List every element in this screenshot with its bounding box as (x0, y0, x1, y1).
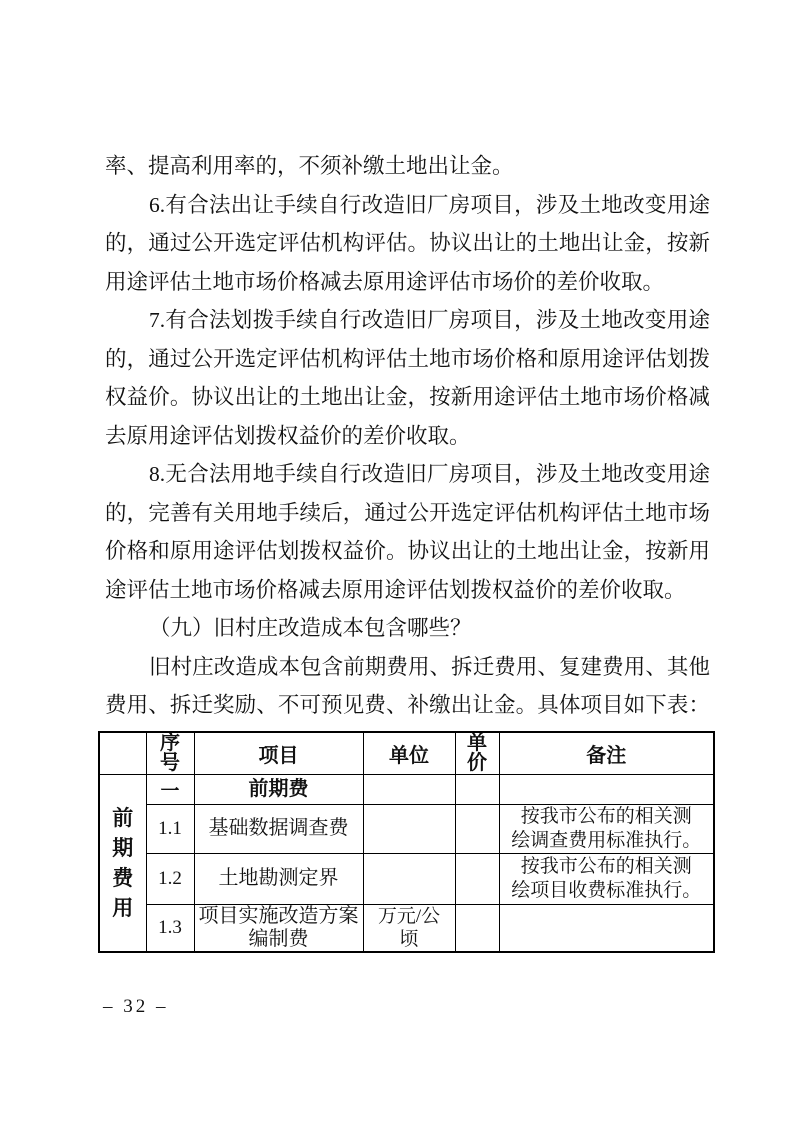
note-line: 按我市公布的相关测 (520, 855, 692, 877)
paragraph-line: 旧村庄改造成本包含前期费用、拆迁费用、复建费用、其他 (149, 654, 710, 679)
paragraph-line: 的，通过公开选定评估机构评估土地市场价格和原用途评估划拨 (105, 346, 710, 371)
cell-item: 前期费 (194, 774, 363, 804)
cell-price (455, 853, 499, 904)
cell-price (455, 774, 499, 804)
note-line: 按我市公布的相关测 (520, 805, 692, 827)
cell-item: 基础数据调查费 (194, 804, 363, 853)
item-line: 项目实施改造方案 (198, 904, 359, 927)
table-row (99, 804, 714, 853)
cell-item (194, 904, 363, 952)
table-header-note: 备注 (499, 732, 714, 774)
page-number: – 32 – (103, 996, 169, 1017)
unit-line: 万元/公 (377, 905, 441, 927)
section-heading: （九）旧村庄改造成本包含哪些？ (149, 616, 472, 640)
cell-unit (363, 774, 455, 804)
cell-note (499, 904, 714, 952)
table-header-seq (146, 732, 194, 774)
paragraph-line: 率、提高利用率的，不须补缴土地出让金。 (105, 154, 514, 178)
cell-unit (363, 853, 455, 904)
cell-unit (363, 804, 455, 853)
cell-seq: 一 (146, 774, 194, 804)
table-row (99, 853, 714, 904)
cell-note (499, 853, 714, 904)
table-header-seq-label: 序号 (160, 732, 180, 774)
cell-seq: 1.3 (146, 904, 194, 952)
paragraph-line: 价格和原用途评估划拨权益价。协议出让的土地出让金，按新用 (105, 539, 710, 563)
paragraph-line: 去原用途评估划拨权益价的差价收取。 (105, 423, 471, 448)
cell-unit (363, 904, 455, 952)
item-line: 编制费 (248, 927, 309, 950)
cell-item: 土地勘测定界 (194, 853, 363, 904)
table-row (99, 774, 714, 804)
table-header-unit: 单位 (363, 732, 455, 774)
cell-seq: 1.1 (146, 804, 194, 853)
table-header-price-label: 单价 (467, 732, 487, 774)
cell-note (499, 774, 714, 804)
cell-seq: 1.2 (146, 853, 194, 904)
paragraph-line: 的，通过公开选定评估机构评估。协议出让的土地出让金，按新 (105, 231, 710, 255)
paragraph-line: 6.有合法出让手续自行改造旧厂房项目，涉及土地改变用途 (149, 192, 710, 217)
paragraph-line: 途评估土地市场价格减去原用途评估划拨权益价的差价收取。 (105, 577, 686, 602)
paragraph-line: 8.无合法用地手续自行改造旧厂房项目，涉及土地改变用途 (149, 462, 710, 486)
paragraph-line: 7.有合法划拨手续自行改造旧厂房项目，涉及土地改变用途 (149, 308, 710, 332)
unit-line: 顷 (399, 928, 419, 950)
cost-items-table (98, 731, 715, 953)
note-line: 绘项目收费标准执行。 (511, 879, 702, 901)
cell-note (499, 804, 714, 853)
table-header-group (99, 732, 146, 774)
table-row (99, 904, 714, 952)
paragraph-line: 用途评估土地市场价格减去原用途评估市场价的差价收取。 (105, 269, 665, 294)
table-header-item: 项目 (194, 732, 363, 774)
body-text (105, 147, 710, 725)
cell-price (455, 904, 499, 952)
note-line: 绘调查费用标准执行。 (511, 829, 702, 851)
table-header-price (455, 732, 499, 774)
group-label-vertical: 前期费用 (112, 805, 134, 920)
paragraph-line: 费用、拆迁奖励、不可预见费、补缴出让金。具体项目如下表： (105, 693, 710, 717)
table-header-row (99, 732, 714, 774)
cell-group-label (99, 774, 146, 952)
paragraph-line: 的，完善有关用地手续后，通过公开选定评估机构评估土地市场 (105, 500, 710, 525)
cell-price (455, 804, 499, 853)
paragraph-line: 权益价。协议出让的土地出让金，按新用途评估土地市场价格减 (105, 385, 710, 409)
